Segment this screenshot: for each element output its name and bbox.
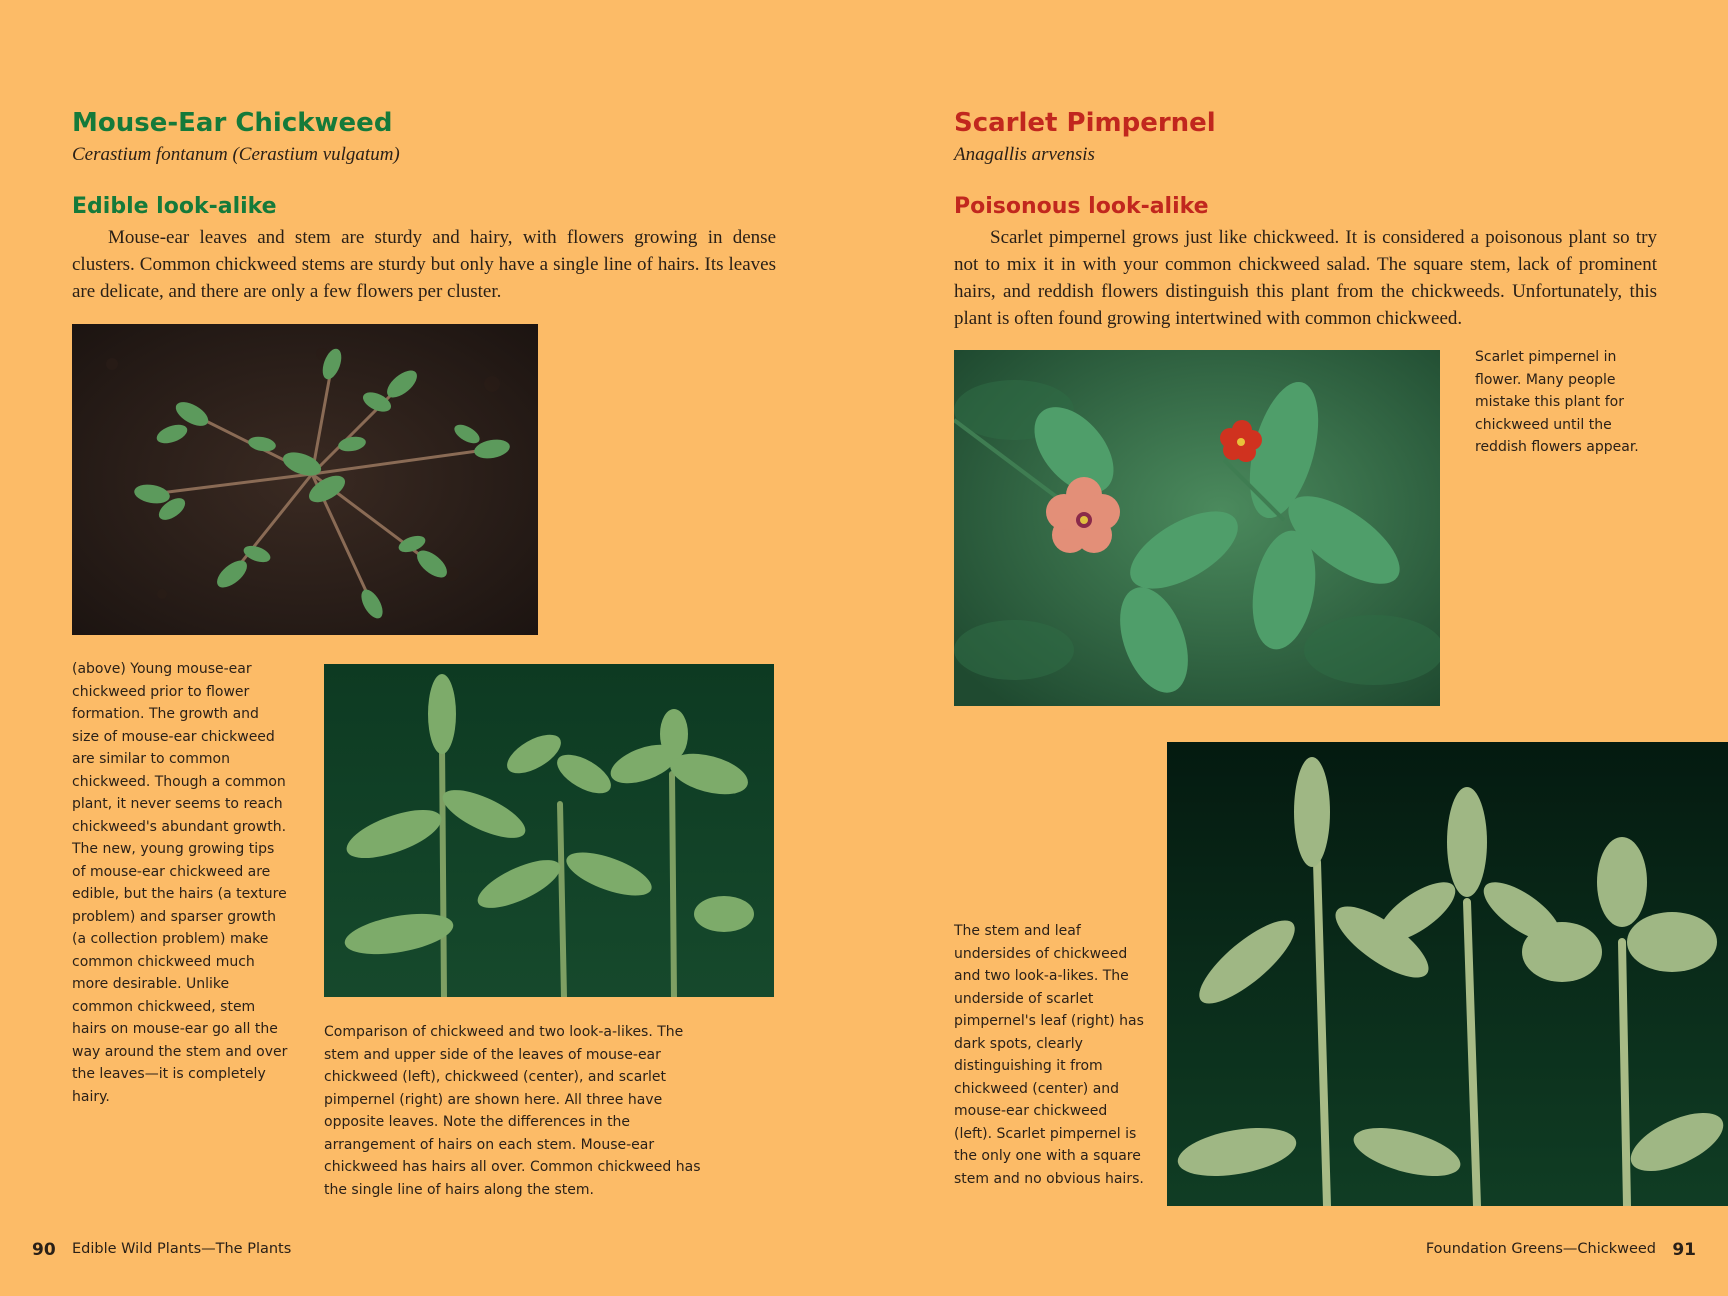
left-page-title: Mouse-Ear Chickweed [72,108,393,138]
right-subheading: Poisonous look-alike [954,194,1209,219]
right-page-title: Scarlet Pimpernel [954,108,1216,138]
right-body-text: Scarlet pimpernel grows just like chickweed. It is considered a poisonous plant so try not to mix it in with your common chickweed salad. The square stem, lack of prominent hairs, and reddish flowers distinguish this plant from the chickweeds. Unfortunately, this plant is often found growing intertwined with common chickweed. [954,227,1657,329]
left-page-number: 90 [32,1240,56,1260]
left-running-head: Edible Wild Plants—The Plants [72,1241,292,1257]
right-flower-caption: Scarlet pimpernel in flower. Many people mistake this plant for chickweed until the reddish flowers appear. [1475,349,1639,455]
right-stems-caption: The stem and leaf undersides of chickweed and two look-a-likes. The underside of scarlet pimpernel's leaf (right) has dark spots, clearly distinguishing it from chickweed (center) and mouse-ear chickweed (left). Scarlet pimpernel is the only one with a square stem and no obvious hairs. [954,923,1144,1187]
right-scientific-name: Anagallis arvensis [954,144,1095,165]
mouse-ear-chickweed-photo [72,324,538,635]
left-bottom-caption: Comparison of chickweed and two look-a-likes. The stem and upper side of the leaves of mouse-ear chickweed (left), chickweed (center), and scarlet pimpernel (right) are shown here. All three have opposite leaves. Note the differences in the arrangement of hairs on each stem. Mouse-ear chickweed has hairs all over. Common chickweed has the single line of hairs along the stem. [324,1024,701,1198]
left-scientific-name: Cerastium fontanum (Cerastium vulgatum) [72,144,400,165]
stem-underside-comparison-photo [1167,742,1728,1206]
left-body-text: Mouse-ear leaves and stem are sturdy and hairy, with flowers growing in dense clusters. Common chickweed stems are sturdy but only have a single line of hairs. Its leaves are delicate, and there are only a few flowers per cluster. [72,227,776,302]
left-subheading: Edible look-alike [72,194,277,219]
right-page-number: 91 [1672,1240,1696,1260]
right-running-head: Foundation Greens—Chickweed [1425,1241,1656,1257]
scarlet-pimpernel-flower-photo [954,350,1440,706]
stem-comparison-photo [324,664,774,997]
left-side-caption: (above) Young mouse-ear chickweed prior to flower formation. The growth and size of mouse-ear chickweed are similar to common chickweed. Though a common plant, it never seems to reach chickweed's abundant growth. The new, young growing tips of mouse-ear chickweed are edible, but the hairs (a texture problem) and sparser growth (a collection problem) make common chickweed much more desirable. Unlike common chickweed, stem hairs on mouse-ear go all the way around the stem and over the leaves—it is completely hairy. [72,661,288,1105]
